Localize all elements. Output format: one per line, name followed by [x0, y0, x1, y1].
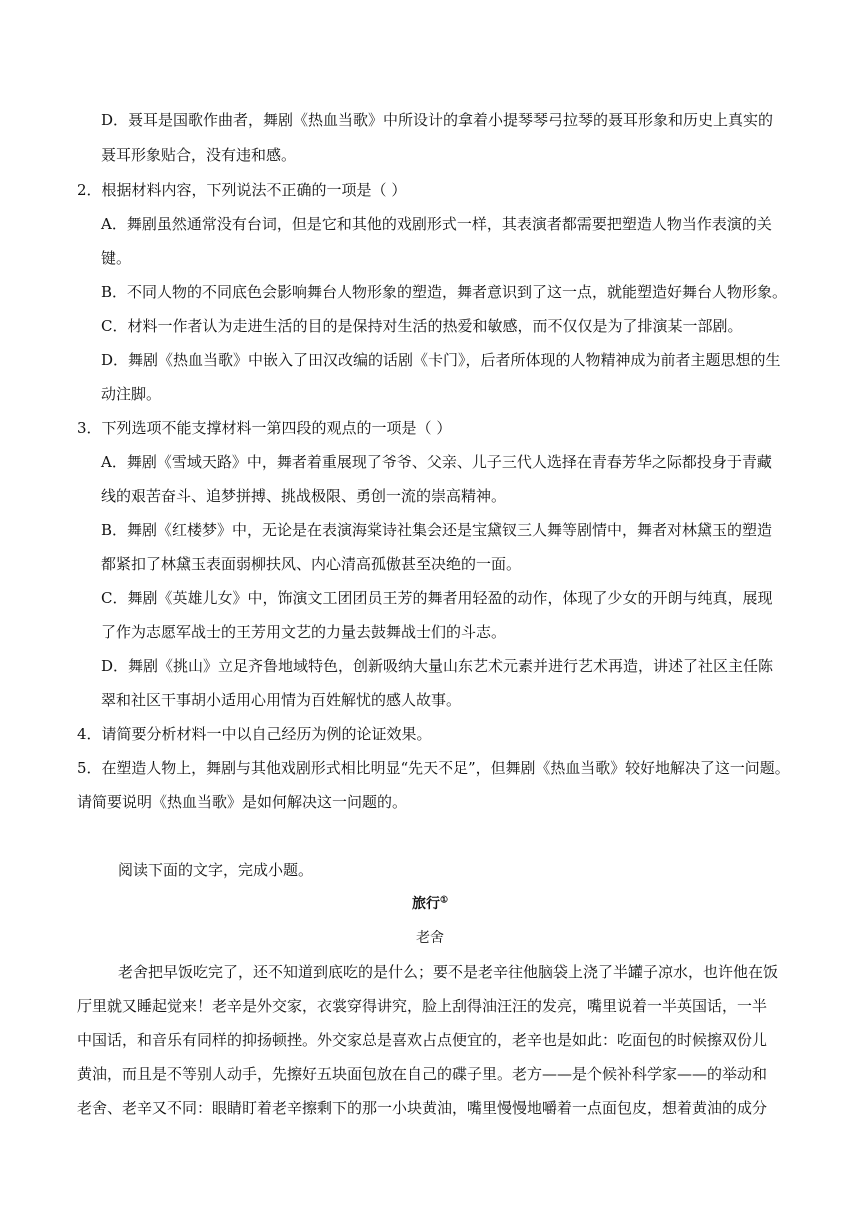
q5-stem-cont: 请简要说明《热血当歌》是如何解决这一问题的。 — [77, 793, 408, 811]
q3-option-c-cont: 了作为志愿军战士的王芳用文艺的力量去鼓舞战士们的斗志。 — [101, 623, 507, 641]
reading-title-footnote-mark: ① — [439, 895, 449, 906]
q4-stem: 4．请简要分析材料一中以自己经历为例的论证效果。 — [77, 725, 432, 743]
reading-instruction: 阅读下面的文字，完成小题。 — [118, 861, 314, 879]
q3-option-d: D．舞剧《挑山》立足齐鲁地域特色，创新吸纳大量山东艺术元素并进行艺术再造，讲述了社区主任陈 — [101, 657, 774, 675]
q3-stem: 3．下列选项不能支撑材料一第四段的观点的一项是（ ） — [77, 419, 452, 437]
reading-title — [0, 894, 860, 914]
q3-option-d-cont: 翠和社区干事胡小适用心用情为百姓解忧的感人故事。 — [101, 691, 462, 709]
q2-option-d: D．舞剧《热血当歌》中嵌入了田汉改编的话剧《卡门》，后者所体现的人物精神成为前者主题思想的生 — [101, 351, 781, 369]
q1-option-d: D．聂耳是国歌作曲者，舞剧《热血当歌》中所设计的拿着小提琴琴弓拉琴的聂耳形象和历史上真实的 — [101, 111, 774, 129]
reading-para-line: 老舍、老辛又不同：眼睛盯着老辛擦剩下的那一小块黄油，嘴里慢慢地嚼着一点面包皮，想着黄油的成分 — [77, 1099, 768, 1117]
q3-option-c: C．舞剧《英雄儿女》中，饰演文工团团员王芳的舞者用轻盈的动作，体现了少女的开朗与纯真，展现 — [101, 589, 773, 607]
reading-para-line: 老舍把早饭吃完了，还不知道到底吃的是什么；要不是老辛往他脑袋上浇了半罐子凉水，也许他在饭 — [118, 963, 779, 981]
reading-para-line: 黄油，而且是不等别人动手，先擦好五块面包放在自己的碟子里。老方——是个候补科学家——的举动和 — [77, 1065, 768, 1083]
q3-option-b: B．舞剧《红楼梦》中，无论是在表演海棠诗社集会还是宝黛钗三人舞等剧情中，舞者对林黛玉的塑造 — [101, 521, 773, 539]
reading-para-line: 中国话，和音乐有同样的抑扬顿挫。外交家总是喜欢占点便宜的，老辛也是如此：吃面包的时候擦双份儿 — [77, 1031, 768, 1049]
reading-title-text: 旅行 — [411, 896, 440, 912]
q3-option-a: A．舞剧《雪域天路》中，舞者着重展现了爷爷、父亲、儿子三代人选择在青春芳华之际都投身于青藏 — [101, 453, 772, 471]
q2-option-a: A．舞剧虽然通常没有台词，但是它和其他的戏剧形式一样，其表演者都需要把塑造人物当作表演的关 — [101, 215, 772, 233]
reading-author: 老舍 — [416, 930, 444, 946]
q2-option-a-cont: 键。 — [101, 249, 132, 267]
q3-option-b-cont: 都紧扣了林黛玉表面弱柳扶风、内心清高孤傲甚至决绝的一面。 — [101, 555, 522, 573]
q3-option-a-cont: 线的艰苦奋斗、追梦拼搏、挑战极限、勇创一流的崇高精神。 — [101, 487, 507, 505]
q2-option-d-cont: 动注脚。 — [101, 385, 162, 403]
q2-stem: 2．根据材料内容，下列说法不正确的一项是（ ） — [77, 181, 407, 199]
q2-option-c: C．材料一作者认为走进生活的目的是保持对生活的热爱和敏感，而不仅仅是为了排演某一部剧。 — [101, 317, 743, 335]
q2-option-b: B．不同人物的不同底色会影响舞台人物形象的塑造，舞者意识到了这一点，就能塑造好舞台人物形象。 — [101, 283, 788, 301]
reading-para-line: 厅里就又睡起觉来！老辛是外交家，衣裳穿得讲究，脸上刮得油汪汪的发亮，嘴里说着一半英国话，一半 — [77, 997, 768, 1015]
q5-stem: 5．在塑造人物上，舞剧与其他戏剧形式相比明显“先天不足”，但舞剧《热血当歌》较好地解决了这一问题。 — [77, 759, 790, 777]
q1-option-d-cont: 聂耳形象贴合，没有违和感。 — [101, 146, 297, 164]
